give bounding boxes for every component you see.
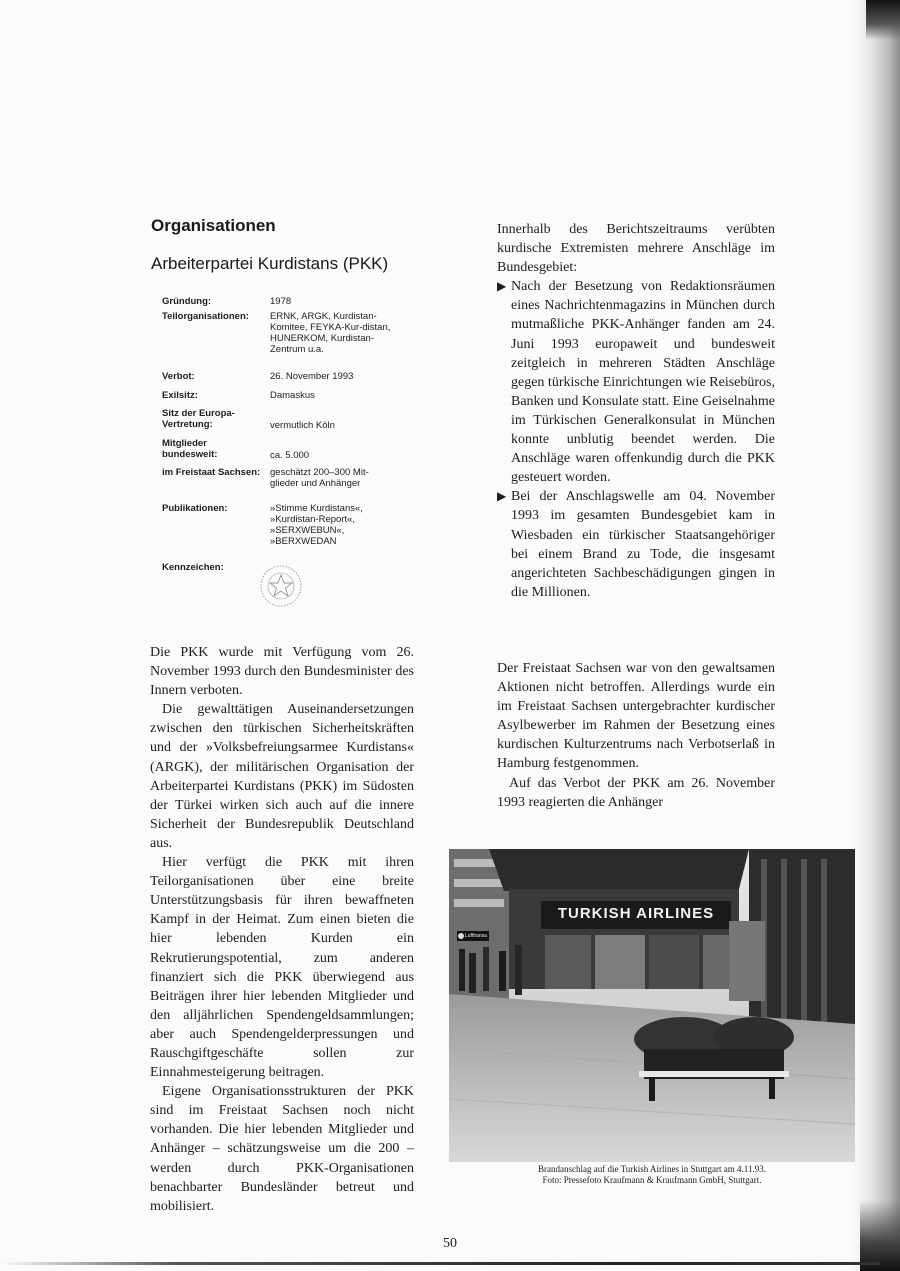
fact-value-gruendung: 1978 (270, 296, 292, 307)
bullet-item-juni (497, 277, 775, 487)
fact-label-gruendung: Gründung: (162, 296, 212, 307)
paragraph-sachsen-betroffen: Der Freistaat Sachsen war von den gewaltsamen Aktionen nicht betroffen. Allerdings wurde ein im Freistaat Sachsen untergebrachter kurdischer Asylbewerber im Rahmen der Besetzung eines kurdischen Kulturzentrums nach Verbotserlaß in Hamburg festgenommen. (497, 661, 775, 772)
scan-edge-bottom (860, 1200, 900, 1271)
scan-edge-shadow (852, 0, 900, 1271)
fact-value-publikationen: »Stimme Kurdistans«, »Kurdistan-Report«, »SERXWEBUN«, »BERXWEDAN (270, 503, 363, 547)
fact-value-europa-vertretung: vermutlich Köln (270, 420, 335, 431)
fact-label-exilsitz: Exilsitz: (162, 390, 198, 401)
paragraph-verbot-reaktion: Auf das Verbot der PKK am 26. November 1993 reagierten die Anhänger (497, 775, 775, 810)
paragraph-verfuegung: Die PKK wurde mit Verfügung vom 26. November 1993 durch den Bundesminister des Innern verboten. (150, 645, 414, 699)
fact-value-teilorganisationen: ERNK, ARGK, Kurdistan-Komitee, FEYKA-Kur-distan, HUNERKOM, Kurdistan-Zentrum u.a. (270, 311, 391, 355)
fact-label-europa-vertretung: Sitz der Europa-Vertretung: (162, 408, 235, 430)
fact-label-publikationen: Publikationen: (162, 503, 228, 514)
fact-value-verbot: 26. November 1993 (270, 371, 354, 382)
right-body-column-lower (497, 659, 775, 812)
section-title: Organisationen (151, 216, 276, 235)
news-photo (449, 849, 855, 1162)
page-number: 50 (443, 1236, 457, 1251)
photo-caption-line1: Brandanschlag auf die Turkish Airlines in Stuttgart am 4.11.93. (538, 1164, 766, 1174)
bullet-text-november: Bei der Anschlagswelle am 04. November 1993 im gesamten Bundesgebiet kam in Wiesbaden ein türkischer Staatsangehöriger bei einem Brand zu Tode, die insgesamt angerichteten Sachbeschädigungen gingen in die Millionen. (511, 489, 775, 600)
photo-caption (449, 1164, 855, 1186)
paragraph-anschlaege-intro: Innerhalb des Berichtszeitraums verübten kurdische Extremisten mehrere Anschläge im Bundesgebiet: (497, 222, 775, 276)
fact-label-mitglieder: Mitglieder bundesweit: (162, 438, 218, 460)
paragraph-auseinandersetzungen: Die gewalttätigen Auseinandersetzungen zwischen den türkischen Sicherheitskräften und der »Volksbefreiungsarmee Kurdistans« (ARGK), der militärischen Organisation der Arbeiterpartei Kurdistans (PKK) im Südosten der Türkei wirken sich auch auf die innere Sicherheit der Bundesrepublik Deutschland aus. (150, 702, 414, 851)
fact-label-kennzeichen: Kennzeichen: (162, 562, 224, 573)
fact-value-exilsitz: Damaskus (270, 390, 315, 401)
photo-illustration (449, 849, 855, 1162)
paragraph-sachsen-strukturen: Eigene Organisationsstrukturen der PKK sind im Freistaat Sachsen noch nicht vorhanden. Die hier lebenden Mitglieder und Anhänger – schätzungsweise um die 200 – werden durch PKK-Organisationen benachbarter Bundesländer betreut und mobilisiert. (150, 1084, 414, 1214)
bullet-text-juni: Nach der Besetzung von Redaktionsräumen eines Nachrichtenmagazins in München durch mutmaßliche PKK-Anhänger fanden am 24. Juni 1993 europaweit und bundesweit zeitgleich in mehreren Städten Anschläge gegen türkische Einrichtungen wie Reisebüros, Banken und Konsulate statt. Eine Geiselnahme im Türkischen Generalkonsulat in München konnte unblutig beendet werden. Die Anschläge waren offenkundig durch die PKK gesteuert worden. (511, 279, 775, 486)
pkk-emblem-icon (258, 563, 304, 609)
bullet-item-november (497, 487, 775, 602)
right-body-column (497, 220, 775, 602)
photo-sign-turkish-airlines: TURKISH AIRLINES (557, 905, 715, 922)
scan-edge-top (866, 0, 900, 40)
paragraph-unterstuetzungsbasis: Hier verfügt die PKK mit ihren Teilorganisationen über eine breite Unterstützungsbasis für ihren bewaffneten Kampf in der Heimat. Zum einen bieten die hier lebenden Kurden ein Rekrutierungspotential, zum anderen finanziert sich die PKK überwiegend aus Beiträgen ihrer hier lebenden Mitglieder und den alljährlichen Spendengeldsammlungen; aber auch Spendengelderpressungen und Rauschgiftgeschäfte sollen zur Einnahmesteigerung beitragen. (150, 855, 414, 1081)
photo-caption-line2: Foto: Pressefoto Kraufmann & Kraufmann GmbH, Stuttgart. (542, 1175, 762, 1185)
fact-label-sachsen: im Freistaat Sachsen: (162, 467, 261, 478)
bullet-arrow-icon: ▶ (497, 279, 507, 294)
bullet-arrow-icon: ▶ (497, 489, 507, 504)
fact-label-verbot: Verbot: (162, 371, 195, 382)
fact-value-mitglieder: ca. 5.000 (270, 450, 310, 461)
fact-value-sachsen: geschätzt 200–300 Mit-glieder und Anhänger (270, 467, 369, 489)
scan-bottom-rule (0, 1262, 880, 1265)
fact-label-teilorganisationen: Teilorganisationen: (162, 311, 249, 322)
left-body-column (150, 643, 414, 1216)
organization-title: Arbeiterpartei Kurdistans (PKK) (151, 254, 389, 273)
photo-sign-lufthansa: Lufthansa (465, 933, 487, 939)
